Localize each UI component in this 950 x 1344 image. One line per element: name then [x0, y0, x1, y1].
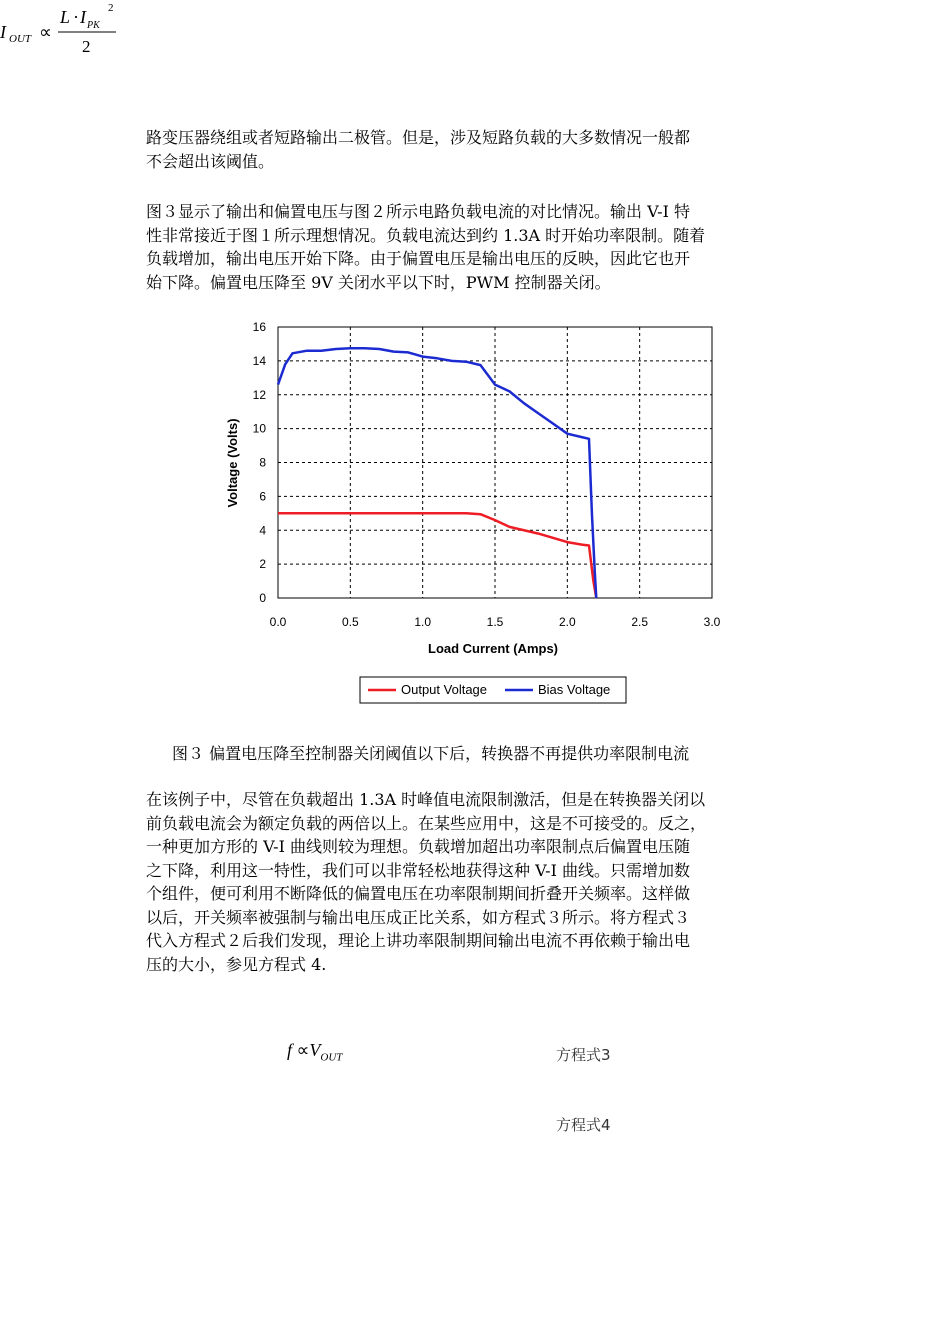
paragraph-intro	[146, 126, 806, 173]
equation-4-label: 方程式4	[556, 1116, 611, 1134]
x-tick-labels	[270, 615, 721, 629]
y-tick-label: 6	[259, 489, 266, 504]
series-line-output-voltage	[278, 513, 596, 598]
series-line-bias-voltage	[278, 348, 596, 598]
x-tick-label: 1.0	[414, 615, 432, 629]
text-line: 压的大小，参见方程式 4.	[146, 954, 327, 974]
equation-3-label: 方程式3	[556, 1046, 611, 1064]
y-axis-label: Voltage (Volts)	[225, 418, 240, 508]
eq3-v: V	[309, 1040, 321, 1060]
x-axis-label: Load Current (Amps)	[428, 641, 558, 656]
x-tick-label: 2.0	[558, 615, 576, 629]
x-tick-label: 0.5	[341, 615, 359, 629]
chart-legend	[360, 677, 626, 703]
eq4-l: L	[60, 7, 71, 27]
x-tick-label: 1.5	[486, 615, 504, 629]
text-line: 性非常接近于图１所示理想情况。负载电流达到约 1.3A 时开始功率限制。随着	[146, 225, 706, 245]
text-line: 前负载电流会为额定负载的两倍以上。在某些应用中，这是不可接受的。反之，	[146, 813, 707, 833]
text-line: 不会超出该阈值。	[146, 151, 275, 171]
eq3-v-subscript: OUT	[320, 1051, 343, 1064]
text-line: 在该例子中，尽管在负载超出 1.3A 时峰值电流限制激活，但是在转换器关闭以	[146, 790, 706, 809]
y-tick-label: 8	[259, 455, 266, 470]
eq4-i-subscript: OUT	[9, 33, 32, 45]
eq4-proportional-symbol: ∝	[39, 22, 52, 42]
chart-grid	[278, 327, 712, 598]
y-tick-label: 0	[259, 591, 266, 605]
x-tick-label: 2.5	[631, 615, 649, 629]
x-tick-label: 3.0	[703, 615, 721, 629]
eq3-f: f	[287, 1040, 293, 1060]
eq4-i: I	[0, 22, 6, 42]
eq4-ipk: I	[80, 7, 86, 27]
text-line: 图３显示了输出和偏置电压与图２所示电路负载电流的对比情况。输出 V-I 特	[146, 202, 690, 221]
text-line: 个组件，便可利用不断降低的偏置电压在功率限制期间折叠开关频率。这样做	[146, 884, 691, 903]
voltage-vs-load-current-chart	[215, 310, 721, 710]
y-tick-label: 16	[252, 320, 266, 334]
text-line: 始下降。偏置电压降至 9V 关闭水平以下时，PWM 控制器关闭。	[146, 272, 611, 292]
eq4-dot: ·	[73, 7, 79, 27]
y-tick-label: 12	[252, 387, 266, 402]
text-line: 路变压器绕组或者短路输出二极管。但是，涉及短路负载的大多数情况一般都	[146, 128, 691, 147]
x-tick-label: 0.0	[269, 615, 287, 629]
text-line: 之下降，利用这一特性，我们可以非常轻松地获得这种 V-I 曲线。只需增加数	[146, 860, 690, 880]
legend-label: Output Voltage	[401, 682, 488, 697]
text-line: 以后，开关频率被强制与输出电压成正比关系，如方程式３所示。将方程式３	[146, 907, 691, 927]
y-tick-label: 2	[259, 557, 266, 572]
text-line: 负载增加，输出电压开始下降。由于偏置电压是输出电压的反映，因此它也开	[146, 249, 691, 268]
eq4-ipk-subscript: PK	[87, 20, 100, 31]
chart-series	[278, 348, 596, 598]
eq4-denominator: 2	[82, 37, 91, 56]
text-line: 一种更加方形的 V-I 曲线则较为理想。负载增加超出功率限制点后偏置电压随	[146, 837, 690, 856]
eq4-exponent: 2	[108, 2, 114, 14]
equation-4	[0, 0, 130, 60]
y-tick-labels	[253, 320, 267, 605]
y-tick-label: 4	[259, 523, 266, 538]
paragraph-figure3-description	[146, 200, 806, 294]
equation-3	[287, 1040, 342, 1064]
y-tick-label: 14	[252, 353, 266, 368]
figure-caption: 图３ 偏置电压降至控制器关闭阈值以下后，转换器不再提供功率限制电流	[172, 744, 690, 763]
paragraph-discussion	[146, 788, 806, 976]
eq3-proportional-symbol: ∝	[296, 1040, 310, 1060]
text-line: 代入方程式２后我们发现，理论上讲功率限制期间输出电流不再依赖于输出电	[146, 931, 691, 950]
legend-label: Bias Voltage	[538, 682, 611, 697]
y-tick-label: 10	[252, 421, 266, 436]
